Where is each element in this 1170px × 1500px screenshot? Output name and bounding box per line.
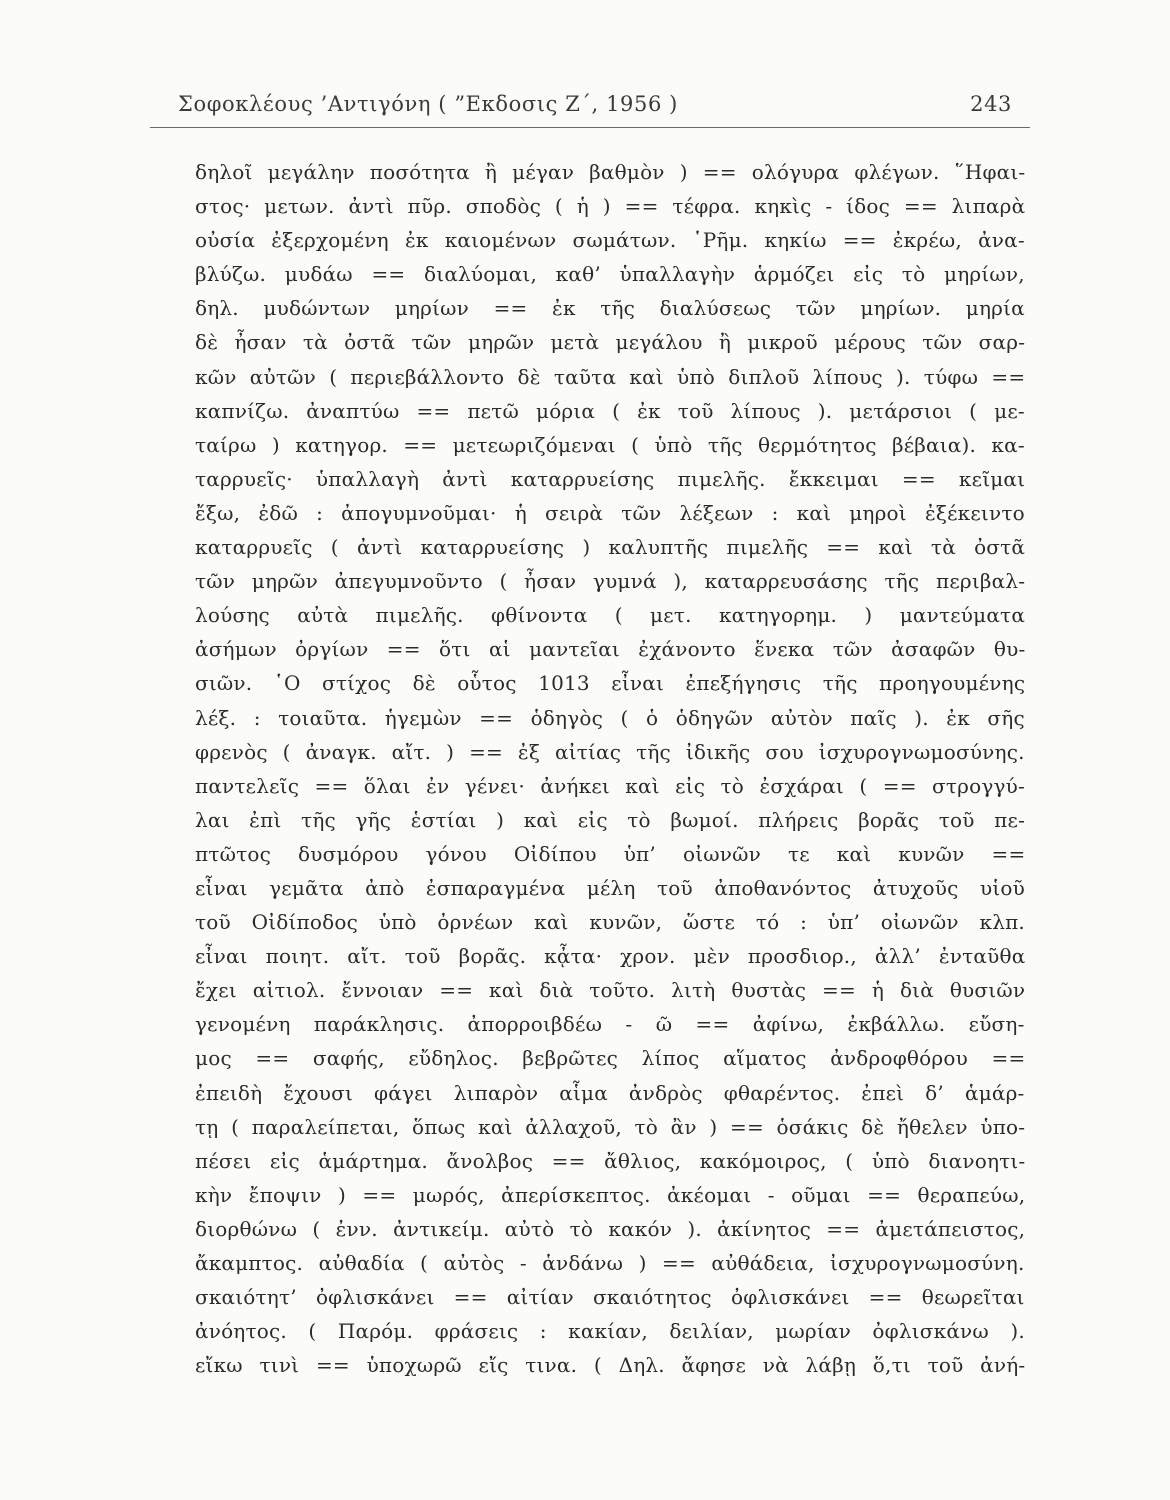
text-line: δὲ ἦσαν τὰ ὀστᾶ τῶν μηρῶν μετὰ μεγάλου ἢ μικροῦ μέρους τῶν σαρ- (195, 330, 1026, 355)
running-header (150, 92, 1030, 126)
text-line: ταίρω ) κατηγορ. == μετεωριζόμεναι ( ὑπὸ τῆς θερμότητος βέβαια). κα- (195, 432, 1025, 457)
text-line: μος == σαφής, εὔδηλος. βεβρῶτες λίπος αἵματος ἀνδροφθόρου == (195, 1046, 1026, 1071)
header-title: Σοφοκλέους ’Αντιγόνη ( ”Εκδοσις Ζ΄, 1956 ) (178, 92, 678, 116)
text-line: ἔξω, ἐδῶ : ἀπογυμνοῦμαι· ἡ σειρὰ τῶν λέξεων : καὶ μηροὶ ἐξέκειντο (195, 500, 1025, 525)
text-line: ἐπειδὴ ἔχουσι φάγει λιπαρὸν αἷμα ἀνδρὸς φθαρέντος. ἐπεὶ δ’ ἁμάρ- (195, 1080, 1025, 1105)
text-line: εἶναι ποιητ. αἴτ. τοῦ βορᾶς. κᾆτα· χρον. μὲν προσδιορ., ἀλλ’ ἐνταῦθα (195, 944, 1026, 969)
text-line: δηλοῖ μεγάλην ποσότητα ἢ μέγαν βαθμὸν ) == ολόγυρα φλέγων. ῞Ηφαι- (195, 160, 1026, 184)
text-line: εἶναι γεμᾶτα ἀπὸ ἐσπαραγμένα μέλη τοῦ ἀποθανόντος ἀτυχοῦς υἱοῦ (195, 875, 1025, 900)
text-line: ταρρυεῖς· ὑπαλλαγὴ ἀντὶ καταρρυείσης πιμελῆς. ἔκκειμαι == κεῖμαι (195, 466, 1026, 491)
text-line: λούσης αὐτὰ πιμελῆς. φθίνοντα ( μετ. κατηγορημ. ) μαντεύματα (195, 603, 1026, 628)
text-line: κὴν ἔποψιν ) == μωρός, ἀπερίσκεπτος. ἀκέομαι - οῦμαι == θεραπεύω, (195, 1182, 1026, 1207)
text-line: κῶν αὐτῶν ( περιεβάλλοντο δὲ ταῦτα καὶ ὑπὸ διπλοῦ λίπους ). τύφω == (195, 364, 1026, 389)
text-line: τῶν μηρῶν ἀπεγυμνοῦντο ( ἦσαν γυμνά ), καταρρευσάσης τῆς περιβαλ- (195, 569, 1026, 594)
text-line: στος· μετων. ἀντὶ πῦρ. σποδὸς ( ἡ ) == τέφρα. κηκὶς - ίδος == λιπαρὰ (195, 194, 1026, 219)
page-number: 243 (970, 92, 1012, 116)
header-rule (150, 127, 1030, 128)
text-line: καπνίζω. ἀναπτύω == πετῶ μόρια ( ἐκ τοῦ λίπους ). μετάρσιοι ( με- (195, 398, 1025, 423)
text-line: λαι ἐπὶ τῆς γῆς ἑστίαι ) καὶ εἰς τὸ βωμοί. πλήρεις βορᾶς τοῦ πε- (195, 807, 1026, 832)
text-line: ἔχει αἰτιολ. ἔννοιαν == καὶ διὰ τοῦτο. λιτὴ θυστὰς == ἡ διὰ θυσιῶν (195, 978, 1026, 1003)
text-line: εἴκω τινὶ == ὑποχωρῶ εἴς τινα. ( Δηλ. ἄφησε νὰ λάβῃ ὅ,τι τοῦ ἀνή- (195, 1353, 1026, 1378)
text-line: τῃ ( παραλείπεται, ὅπως καὶ ἀλλαχοῦ, τὸ ἂν ) == ὁσάκις δὲ ἤθελεν ὑπο- (195, 1114, 1026, 1139)
text-line: φρενὸς ( ἀναγκ. αἴτ. ) == ἐξ αἰτίας τῆς ἰδικῆς σου ἰσχυρογνωμοσύνης. (195, 739, 1025, 764)
text-line: ἀνόητος. ( Παρόμ. φράσεις : κακίαν, δειλίαν, μωρίαν ὀφλισκάνω ). (195, 1319, 1025, 1344)
text-line: καταρρυεῖς ( ἀντὶ καταρρυείσης ) καλυπτῆς πιμελῆς == καὶ τὰ ὀστᾶ (195, 535, 1026, 560)
text-line: πέσει εἰς ἁμάρτημα. ἄνολβος == ἄθλιος, κακόμοιρος, ( ὑπὸ διανοητι- (195, 1148, 1026, 1173)
text-line: διορθώνω ( ἐνν. ἀντικείμ. αὐτὸ τὸ κακόν ). ἀκίνητος == ἀμετάπειστος, (195, 1216, 1026, 1241)
text-line: τοῦ Οἰδίποδος ὑπὸ ὀρνέων καὶ κυνῶν, ὥστε τό : ὑπ’ οἰωνῶν κλπ. (195, 910, 1025, 935)
text-line: βλύζω. μυδάω == διαλύομαι, καθ’ ὑπαλλαγὴν ἁρμόζει εἰς τὸ μηρίων, (195, 262, 1025, 287)
text-line: ἀσήμων ὀργίων == ὅτι αἱ μαντεῖαι ἐχάνοντο ἕνεκα τῶν ἀσαφῶν θυ- (195, 637, 1026, 662)
text-line: δηλ. μυδώντων μηρίων == ἐκ τῆς διαλύσεως τῶν μηρίων. μηρία (195, 296, 1025, 321)
commentary-text (195, 155, 1025, 1382)
text-line: οὐσία ἐξερχομένη ἐκ καιομένων σωμάτων. ῾Ρῆμ. κηκίω == ἐκρέω, ἀνα- (195, 228, 1025, 253)
text-line: λέξ. : τοιαῦτα. ἡγεμὼν == ὁδηγὸς ( ὁ ὁδηγῶν αὐτὸν παῖς ). ἐκ σῆς (195, 705, 1025, 730)
text-line: γενομένη παράκλησις. ἀπορροιβδέω - ῶ == ἀφίνω, ἐκβάλλω. εὔση- (195, 1012, 1025, 1037)
text-line: πτῶτος δυσμόρου γόνου Οἰδίπου ὑπ’ οἰωνῶν τε καὶ κυνῶν == (195, 841, 1026, 866)
text-line: ἄκαμπτος. αὐθαδία ( αὐτὸς - ἁνδάνω ) == αὐθάδεια, ἰσχυρογνωμοσύνη. (195, 1251, 1025, 1275)
text-line: σιῶν. ῾Ο στίχος δὲ οὗτος 1013 εἶναι ἐπεξήγησις τῆς προηγουμένης (195, 671, 1026, 696)
text-line: σκαιότητ’ ὀφλισκάνει == αἰτίαν σκαιότητος ὀφλισκάνει == θεωρεῖται (195, 1285, 1025, 1310)
text-line: παντελεῖς == ὅλαι ἐν γένει· ἀνήκει καὶ εἰς τὸ ἐσχάραι ( == στρογγύ- (195, 773, 1025, 798)
